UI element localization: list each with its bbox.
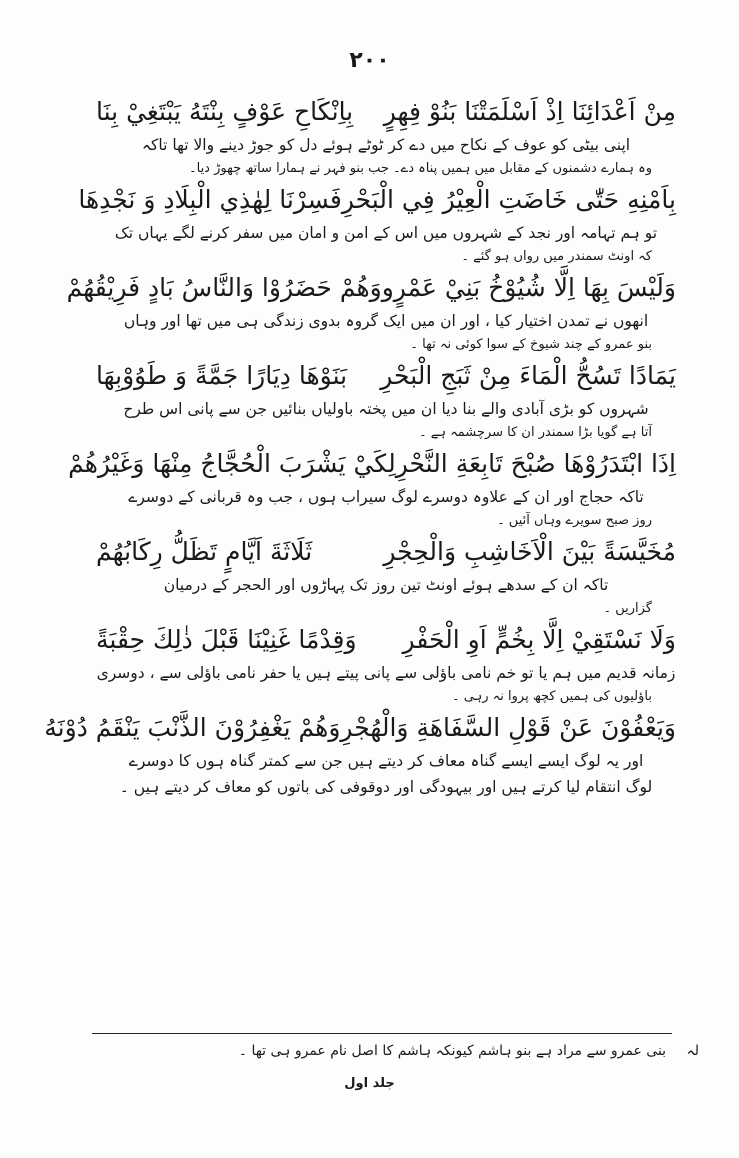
verse-hemistich-left: ثَلَاثَةَ اَيَّامٍ تَظَلُّ رِكَابُهُمْ	[96, 537, 313, 566]
verse-hemistich-left: فَسِرْنَا لِهٰذِي الْبِلَادِ وَ نَجْدِهَا	[78, 185, 342, 214]
translation-continuation: بنو عمرو کے چند شیوخ کے سوا کوئی نہ تھا ۔	[410, 337, 652, 352]
verse-block	[96, 532, 676, 620]
verse-block	[96, 92, 676, 180]
translation-line: تاکہ حجاج اور ان کے علاوہ دوسرے لوگ سیراب ہوں ، جب وہ قربانی کے دوسرے	[128, 488, 644, 506]
translation-continuation: آتا ہے گویا بڑا سمندر ان کا سرچشمہ ہے ۔	[419, 425, 652, 440]
verse-hemistich-right: مِنْ اَعْدَائِنَا اِذْ اَسْلَمَتْنَا بَنُوْ فِهِرٍ	[383, 97, 676, 126]
translation-continuation: وہ ہمارے دشمنوں کے مقابل میں ہمیں پناہ دے۔ جب بنو فہر نے ہمارا ساتھ چھوڑ دیا۔	[188, 161, 652, 176]
translation-continuation: روز صبح سویرے وہاں آئیں ۔	[497, 513, 652, 528]
verse-hemistich-left: بَنَوْهَا دِيَارًا جَمَّةً وَ طَوُوْبِهَا	[96, 361, 348, 390]
footnote-divider	[92, 1033, 672, 1034]
verse-line	[96, 356, 676, 396]
translation-line: زمانہ قدیم میں ہم یا تو خم نامی باؤلی سے پانی پیتے ہیں یا حفر نامی باؤلی سے ، دوسری	[96, 664, 676, 682]
translation-line: تاکہ ان کے سدھے ہوئے اونٹ تین روز تک پہاڑوں اور الحجر کے درمیان	[163, 576, 609, 594]
verse-block	[96, 620, 676, 708]
verse-hemistich-right: وَلَيْسَ بِهَا اِلَّا شُيُوْخُ بَنِيْ عَمْرٍو	[381, 273, 676, 302]
verse-hemistich-right: وَيَعْفُوْنَ عَنْ قَوْلِ السَّفَاهَةِ وَالْهُجْرِ	[340, 713, 676, 742]
verse-hemistich-left: وَقِدْمًا غَنِيْنَا قَبْلَ ذٰلِكَ حِقْبَةً	[96, 625, 357, 654]
verse-line	[68, 444, 676, 484]
verse-hemistich-left: وَهُمْ يَغْفِرُوْنَ الذَّنْبَ يَنْقَمُ دُوْنَهُ	[44, 713, 341, 742]
verse-hemistich-right: اِذَا ابْتَدَرُوْهَا صُبْحَ تَابِعَةِ النَّحْرِ	[395, 449, 676, 478]
verse-line	[96, 532, 676, 572]
verse-line	[96, 620, 676, 660]
verse-line	[78, 180, 676, 220]
translation-line: اپنی بیٹی کو عوف کے نکاح میں دے کر ٹوٹے ہوئے دل کو جوڑ دینے والا تھا تاکہ	[141, 136, 631, 154]
translation-continuation: باؤلیوں کی ہمیں کچھ پروا نہ رہی ۔	[452, 689, 652, 704]
verse-hemistich-left: بِاِنْكَاحِ عَوْفٍ بِنْتَهُ يَبْتَغِيْ بِنَا	[96, 97, 354, 126]
translation-continuation: کہ اونٹ سمندر میں رواں ہو گئے ۔	[461, 249, 652, 264]
verse-hemistich-left: لِكَيْ يَشْرَبَ الْحُجَّاجُ مِنْهَا وَغَيْرُهُمْ	[68, 449, 396, 478]
translation-line: شہروں کو بڑی آبادی والے بنا دیا ان میں پختہ باولیاں بنائیں جن سے پانی اس طرح	[123, 400, 649, 418]
verse-block	[78, 180, 676, 268]
translation-line: اور یہ لوگ ایسے ایسے گناہ معاف کر دیتے ہیں جن سے کمتر گناہ ہوں کا دوسرے	[128, 752, 644, 770]
verse-hemistich-left: وَهُمْ حَضَرُوْا وَالنَّاسُ بَادٍ فَرِيْقُهُمْ	[66, 273, 382, 302]
page-number: ۲۰۰	[349, 48, 390, 73]
translation-continuation: گزاریں ۔	[603, 601, 652, 616]
volume-label: جلد اول	[344, 1076, 395, 1091]
verse-hemistich-right: يَمَادًا تَسُحُّ الْمَاءَ مِنْ ثَبَجِ الْبَحْرِ	[380, 361, 676, 390]
translation-line: انھوں نے تمدن اختیار کیا ، اور ان میں ایک گروہ بدوی زندگی ہی میں تھا اور وہاں	[123, 312, 649, 330]
verse-line	[96, 92, 676, 132]
footnote-text: بنی عمرو سے مراد ہے بنو ہاشم کیونکہ ہاشم کا اصل نام عمرو ہی تھا ۔	[238, 1043, 667, 1059]
verse-hemistich-right: وَلَا نَسْتَقِيْ اِلَّا بِخُمٍّ اَوِ الْحَفْرِ	[402, 625, 676, 654]
footnote	[239, 1043, 699, 1059]
verse-block	[96, 356, 676, 444]
verse-block	[66, 268, 676, 356]
verse-line	[44, 708, 676, 748]
verse-hemistich-right: بِاَمْنِهِ حَتّٰى خَاضَتِ الْعِيْرُ فِي الْبَحْرِ	[341, 185, 676, 214]
verse-block	[44, 708, 676, 800]
footnote-marker: لہ	[686, 1043, 699, 1059]
verse-hemistich-right: مُخَيَّسَةً بَيْنَ الْاَخَاشِبِ وَالْحِجْرِ	[383, 537, 676, 566]
verse-block	[68, 444, 676, 532]
poem-content	[44, 92, 676, 800]
translation-line: لوگ انتقام لیا کرتے ہیں اور بیہودگی اور دوقوفی کی باتوں کو معاف کر دیتے ہیں ۔	[119, 778, 653, 796]
verse-line	[66, 268, 676, 308]
translation-line: تو ہم تہامہ اور نجد کے شہروں میں اس کے امن و امان میں سفر کرنے لگے یہاں تک	[114, 224, 658, 242]
